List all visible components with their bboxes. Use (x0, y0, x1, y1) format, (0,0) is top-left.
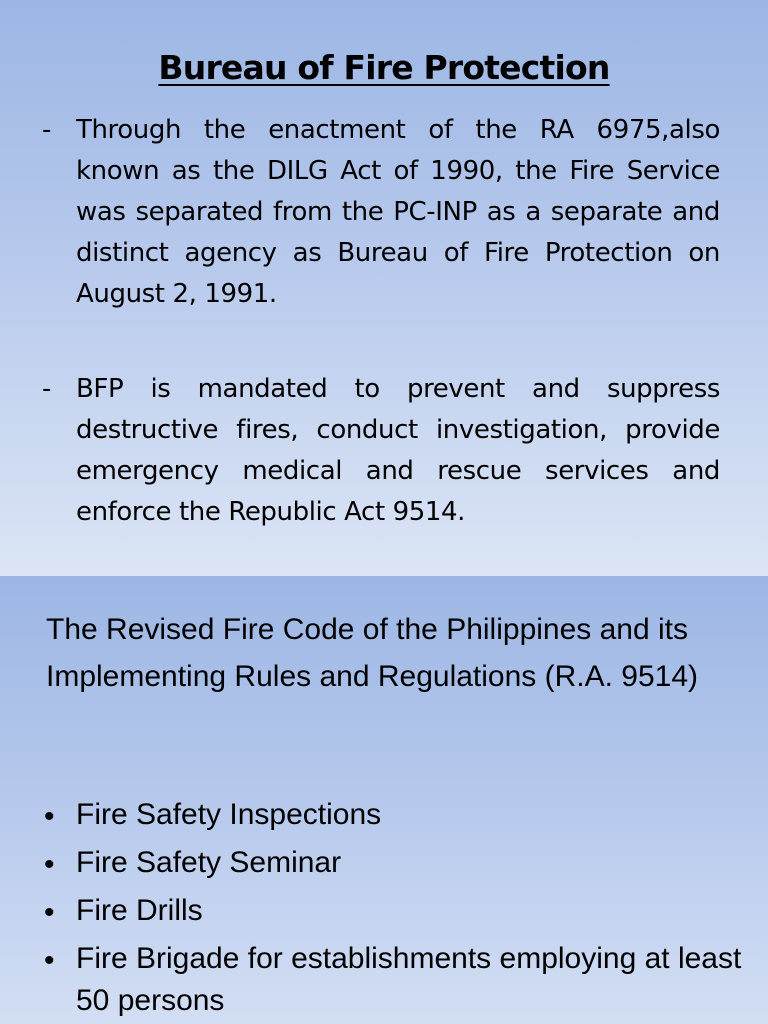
bullet-marker: • (44, 800, 55, 833)
slide-heading: The Revised Fire Code of the Philippines and its Implementing Rules and Regulations (R.A. 9514) (46, 613, 699, 693)
paragraph-text: Through the enactment of the RA 6975,also known as the DILG Act of 1990, the Fire Service was separated from the PC-INP as a separate and distinct agency as Bureau of Fire Protection on August 2, 1991. (76, 115, 720, 309)
bullet-marker: • (44, 848, 55, 881)
paragraph-marker: - (42, 115, 51, 145)
list-item-text: Fire Brigade for establishments employing at least 50 persons (76, 942, 742, 1017)
list-item-text: Fire Safety Seminar (76, 846, 342, 879)
paragraph-marker: - (42, 374, 51, 404)
slide-title: Bureau of Fire Protection (158, 48, 610, 87)
list-item-text: Fire Safety Inspections (76, 798, 382, 831)
bullet-marker: • (44, 896, 55, 929)
paragraph-ra-6975 (42, 110, 720, 315)
list-item (44, 794, 744, 839)
bullet-list (44, 794, 744, 1024)
list-item (44, 842, 744, 887)
slide-revised-fire-code (0, 576, 768, 1024)
bullet-marker: • (44, 944, 55, 977)
list-item-text: Fire Drills (76, 894, 203, 927)
paragraph-bfp-mandate (42, 369, 720, 533)
list-item (44, 938, 744, 1022)
list-item (44, 890, 744, 935)
paragraph-text: BFP is mandated to prevent and suppress destructive fires, conduct investigation, provide emergency medical and rescue services and enforce the Republic Act 9514. (76, 374, 720, 527)
